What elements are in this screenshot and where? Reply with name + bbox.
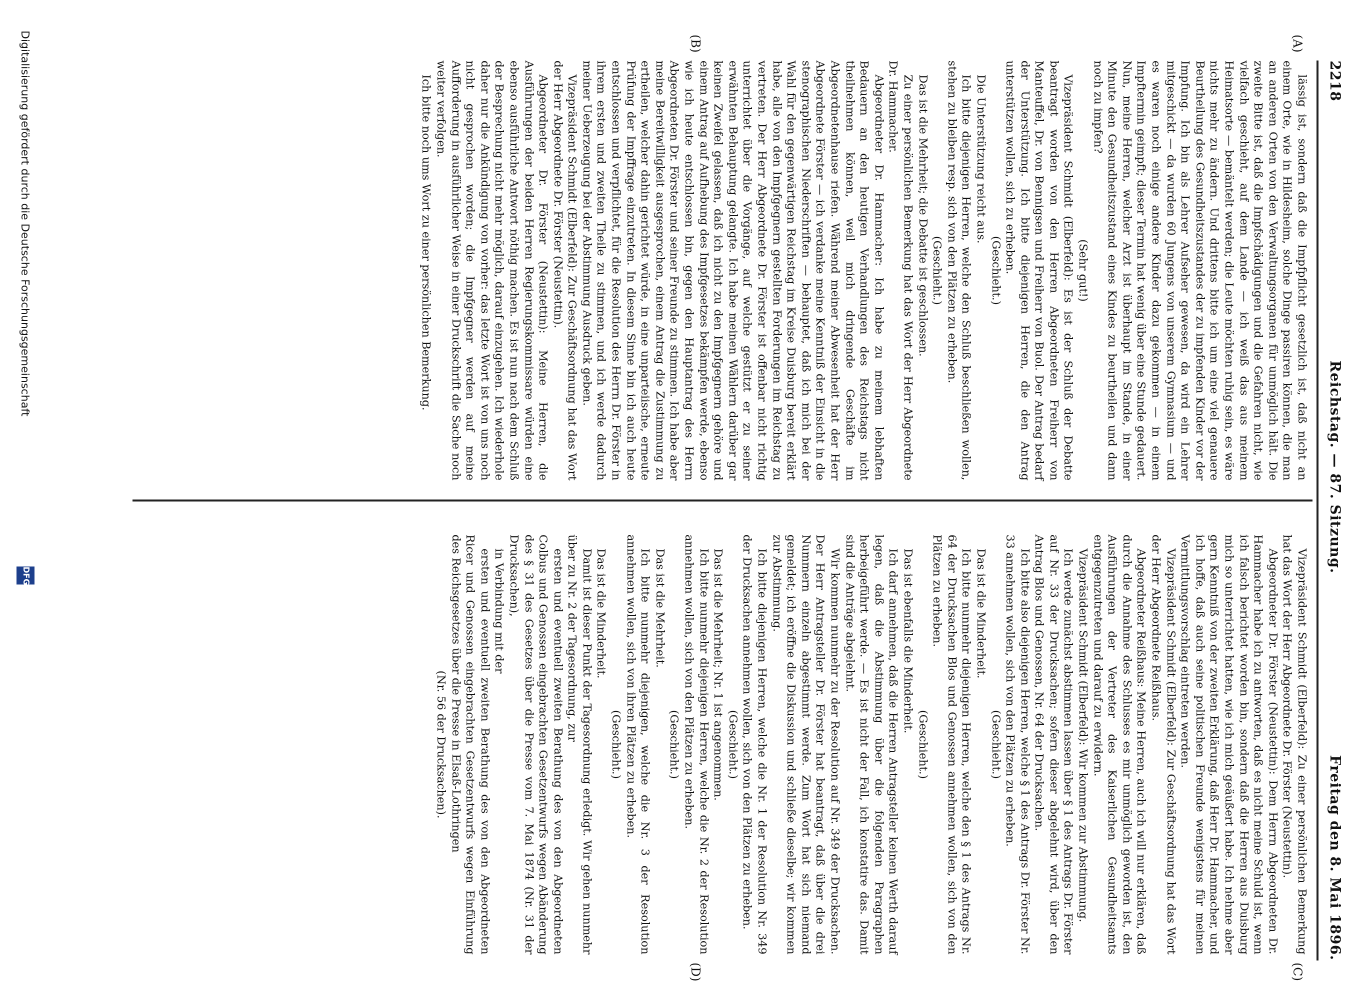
paragraph: Abgeordneter Dr. Förster (Neustettin): Meine Herren, die Ausführungen der beiden Herren Regierungskommissare würden eine ebenso ausführliche Antwort nöthig machen. Es ist nun nach dem Schluß der Besprechung nicht mehr möglich, darauf einzugehen. Ich wiederhole daher nur die Ankündigung von vorher: das letzte Wort ist von uns noch nicht gesprochen worden; die Impfgegner werden auf meine Aufforderung in ausführlicher Weise in einer Druckschrift die Sache noch weiter verfolgen. [434, 60, 550, 481]
paragraph: (Geschieht.) [609, 710, 623, 779]
paragraph: Vizepräsident Schmidt (Elberfeld): Zur Geschäftsordnung hat das Wort der Herr Abgeordnete Dr. Förster (Neustettin). [551, 60, 579, 481]
paragraph: Das ist die Minderheit. [595, 548, 608, 679]
column-divider [133, 500, 1313, 502]
paragraph: (Geschieht.) [667, 710, 681, 779]
paragraph: in Verbindung mit der [492, 548, 506, 674]
paragraph: Abgeordneter Dr. Förster (Neustettin): Dem Herrn Abgeordneten Dr. Hammacher habe ich zu antworten, daß es nicht meine Schuld ist, wenn ich falsch berichtet worden bin, sondern daß die Herren aus Duisburg mich so unterrichtet hatten, wie ich mich geäußert habe. Ich nehme aber gern Kenntniß von der zweiten Erklärung, daß Herr Dr. Hammacher, und ich hoffe, daß auch seine politischen Freunde wenigstens für meinen Vermittlungsvorschlag eintreten werden. [1178, 534, 1280, 955]
page-header [1321, 61, 1345, 961]
paragraph: Das ist die Mehrheit; die Debatte ist geschlossen. [916, 74, 930, 357]
paragraph: Das ist die Minderheit. [974, 548, 988, 679]
paragraph: (Geschieht.) [726, 710, 740, 779]
right-column [139, 535, 1309, 955]
paragraph: Die Unterstützung reicht aus. [974, 74, 988, 244]
paragraph: Vizepräsident Schmidt (Elberfeld): Es ist der Schluß der Debatte beantragt worden von den Herren Abgeordneten Freiherr von Manteuffel, Dr. von Bennigsen und Freiherr von Buol. Der Antrag bedarf der Unterstützung. Ich bitte diejenigen Herren, die den Antrag unterstützen wollen, sich zu erheben. [1003, 60, 1075, 481]
paragraph: Ich bitte diejenigen Herren, welche den Schluß beschließen wollen, stehen zu bleiben resp. sich von den Plätzen zu erheben. [945, 60, 973, 481]
paragraph: Ich bitte nunmehr diejenigen Herren, welche die Nr. 2 der Resolution annehmen wollen, sich von den Plätzen zu erheben. [682, 534, 711, 955]
paragraph: (Sehr gut!) [1076, 239, 1090, 302]
paragraph: Wir kommen nunmehr zu der Resolution auf Nr. 349 der Drucksachen. Der Herr Antragsteller Dr. Förster hat beantragt, daß über die drei Nummern einzeln abgestimmt werde. Zum Wort hat sich niemand gemeldet; ich eröffne die Diskussion und schließe dieselbe; wir kommen zur Abstimmung. [770, 534, 842, 955]
paragraph: Ich bitte noch ums Wort zu einer persönlichen Bemerkung. [419, 74, 433, 411]
paragraph: Das ist die Mehrheit; Nr. 1 ist angenommen. [711, 548, 725, 801]
margin-mark-b: (B) [688, 34, 703, 53]
paragraph: Vizepräsident Schmidt (Elberfeld): Zur Geschäftsordnung hat das Wort der Herr Abgeordnete Reißhaus. [1149, 534, 1178, 955]
paragraph: Abgeordneter Dr. Hammacher: Ich habe zu meinem lebhaften Bedauern an den heutigen Verhandlungen des Reichstags nicht theilnehmen können, weil mich dringende Geschäfte im Abgeordnetenhause riefen. Während meiner Abwesenheit hat der Herr Abgeordnete Förster — ich verdanke meine Kenntniß der Einsicht in die stenographischen Niederschriften — behauptet, daß ich mich bei der Wahl für den gegenwärtigen Reichstag im Kreise Duisburg bereit erklärt habe, alle von den Impfgegnern gestellten Forderungen im Reichstag zu vertreten. Der Herr Abgeordnete Dr. Förster ist offenbar nicht richtig unterrichtet über die Vorgänge, auf welche gestützt er zu seiner erwähnten Behauptung gelangte. Ich habe meinen Wählern darüber gar keinen Zweifel gelassen, daß ich nicht zu den Impfgegnern gehöre und einem Antrag auf Aufhebung des Impfgesetzes bekämpfen werde, ebenso wie ich heute entschlossen bin, gegen den Hauptantrag des Herrn Abgeordneten Dr. Förster und seiner Freunde zu stimmen. Ich habe aber meine Bereitwilligkeit ausgesprochen, einem Antrag die Zustimmung zu ertheilen, welcher dahin gerichtet würde, in eine unparteiische, erneute Prüfung der Impffrage einzutreten. In diesem Sinne bin ich auch heute entschlossen und verpflichtet, für die Resolution des Herrn Dr. Förster in ihrem ersten und zweiten Theile zu stimmen, und ich werde dadurch meiner Ueberzeugung bei der Abstimmung Ausdruck geben. [580, 60, 886, 481]
paragraph: Vizepräsident Schmidt (Elberfeld): Wir kommen zur Abstimmung. [1076, 548, 1090, 923]
paragraph: Zu einer persönlichen Bemerkung hat das Wort der Herr Abgeordnete Dr. Hammacher. [886, 60, 915, 481]
paragraph: Vizepräsident Schmidt (Elberfeld): Zu einer persönlichen Bemerkung hat das Wort der Herr Abgeordnete Dr. Förster (Neustettin). [1280, 534, 1309, 955]
page-footer [13, 31, 35, 971]
paragraph: Damit ist dieser Punkt der Tagesordnung erledigt. Wir gehen nunmehr über zu Nr. 2 der Tagesordnung, zur [565, 534, 594, 955]
page-number: 2218 [1326, 60, 1343, 102]
margin-mark-a: (A) [1290, 34, 1305, 53]
header-title: Reichstag. — 87. Sitzung. [1326, 360, 1343, 574]
left-column [139, 61, 1309, 481]
paragraph: ersten und eventuell zweiten Berathung des von den Abgeordneten Colbus und Genossen eingebrachten Gesetzentwurfs wegen Abänderung des § 31 des Gesetzes über die Presse vom 7. Mai 1874 (Nr. 31 der Drucksachen), [507, 534, 565, 955]
paragraph: (Geschieht.) [930, 236, 944, 305]
paragraph: (Geschieht.) [916, 710, 930, 779]
paragraph: Ich bitte also diejenigen Herren, welche § 1 des Antrags Dr. Förster Nr. 33 annehmen wollen, sich von den Plätzen zu erheben. [1003, 534, 1032, 955]
paragraph: Ich darf annehmen, daß die Herren Antragsteller keinen Werth darauf legen, daß die Abstimmung über die folgenden Paragraphen herbeigeführt werde. — Es ist nicht der Fall, ich konstatire das. Damit sind die Anträge abgelehnt. [843, 534, 900, 955]
rotated-newspaper-page [0, 1, 1353, 1000]
paragraph: (Geschieht.) [989, 236, 1003, 305]
paragraph: lässig ist, sondern daß die Impfpflicht gesetzlich ist, daß nicht an einem Orte, wie in Hildesheim, solche Dinge passiren können, die man an anderen Orten von den Verwaltungsorganen für unmöglich hält. Die zweite Bitte ist, daß die Impfschädigungen und die Gefahren nicht, wie vielfach geschieht, auf dem Lande — ich weiß das aus meinem Heimatsorte — bemäntelt werden; die Leute möchten ruhig sein, es wäre nichts mehr zu ändern. Und drittens bitte ich um eine viel genauere Beurtheilung des Gesundheitszustandes der zu impfenden Kinder vor der Impfung. Ich bin als Lehrer Aufseher gewesen, da wird ein Lehrer mitgeschickt — da wurden 60 Jungens von unserem Gymnasium — und es waren noch einige andere Kinder dazu gekommen — in einem Impftermin geimpft; dieser Termin hat wenig über eine Stunde gedauert. Nun, meine Herren, welcher Arzt ist überhaupt im Stande, in einer Minute den Gesundheitszustand eines Kindes zu beurtheilen und dann noch zu impfen? [1091, 60, 1309, 481]
footer-credit: Digitalisierung gefördert durch die Deutsche Forschungsgemeinschaft [18, 30, 32, 417]
paragraph: Ich bitte nunmehr diejenigen, welche die Nr. 3 der Resolution annehmen wollen, sich von ihren Plätzen zu erheben. [624, 534, 652, 955]
paragraph: ersten und eventuell zweiten Berathung des von den Abgeordneten Ricer und Genossen eingebrachten Gesetzentwurfs wegen Einführung des Reichsgesetzes über die Presse in Elsaß-Lothringen [449, 534, 492, 955]
header-rule [1317, 61, 1319, 961]
paragraph: Das ist ebenfalls die Minderheit. [901, 548, 915, 734]
paragraph: Ich werde zunächst abstimmen lassen über § 1 des Antrags Dr. Förster auf Nr. 33 der Drucksachen; sofern dieser abgelehnt wird, über den Antrag Blos und Genossen, Nr. 64 der Drucksachen. [1032, 534, 1075, 955]
paragraph: Abgeordneter Reißhaus: Meine Herren, auch ich will nur erklären, daß durch die Annahme des Schlusses es mir unmöglich geworden ist, den Ausführungen der Vertreter des Kaiserlichen Gesundheitsamts entgegenzutreten und darauf zu erwidern. [1091, 534, 1148, 955]
header-date: Freitag den 8. Mai 1896. [1326, 755, 1343, 961]
paragraph: Ich bitte diejenigen Herren, welche die Nr. 1 der Resolution Nr. 349 der Drucksachen annehmen wollen, sich von den Plätzen zu erheben. [740, 534, 769, 955]
paragraph: Das ist die Mehrheit. [653, 548, 667, 668]
margin-mark-d: (D) [688, 962, 703, 982]
dfg-logo-icon: DFG [17, 567, 35, 585]
paragraph: (Nr. 56 der Drucksachen). [434, 670, 448, 819]
margin-mark-c: (C) [1290, 962, 1305, 982]
paragraph: (Geschieht.) [989, 710, 1003, 779]
paragraph: Ich bitte nunmehr diejenigen Herren, welche den § 1 des Antrags Nr. 64 der Drucksachen Blos und Genossen annehmen wollen, sich von den Plätzen zu erheben. [930, 534, 973, 955]
